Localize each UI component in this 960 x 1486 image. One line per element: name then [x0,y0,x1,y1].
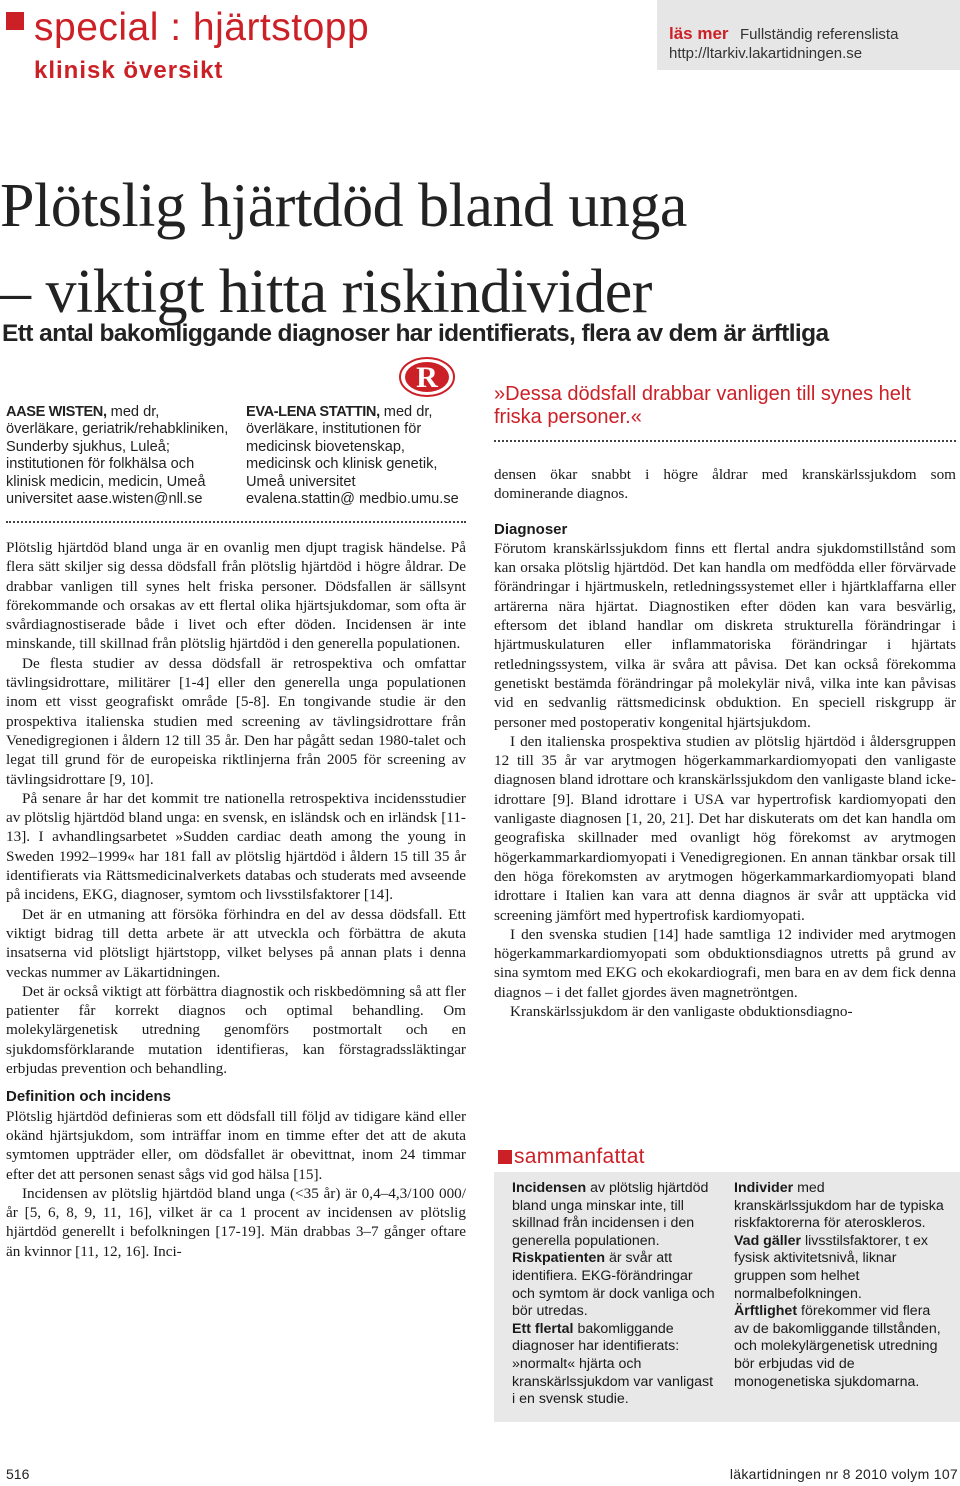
summary-item-text: är svår att identifiera. EKG-förändringar och symtom är dock vanliga och bör utredas. [512,1250,715,1320]
paragraph: Det är en utmaning att försöka förhindra en del av dessa dödsfall. Ett viktigt bidrag till detta arbete är att utveckla och förbättra de akuta insatserna vid plötsligt hjärtstopp, vilket belyses på annan plats i denna veckas nummer av Läkartidningen. [6,905,466,981]
summary-column-right [734,1180,944,1391]
body-column-2 [494,465,956,1021]
summary-column-left [512,1180,718,1409]
journal-footer: läkartidningen nr 8 2010 volym 107 [729,1466,958,1482]
paragraph: I den svenska studien [14] hade samtliga 12 individer med arytmogen högerkammarkardiomyopati som obduktionsdiagnos utretts på grund av sina symtom med EKG och ekokardiografi, men bara en av dem fick denna diagnos – i det fallet gjordes även magnetröntgen. [494,925,956,1001]
summary-marker-square [498,1150,512,1164]
read-more-link[interactable]: http://ltarkiv.lakartidningen.se [669,45,863,62]
summary-item-lead: Incidensen [512,1180,587,1196]
paragraph: Incidensen av plötslig hjärtdöd bland unga (<35 år) är 0,4–4,3/100 000/år [5, 6, 8, 9, 11, 16], vilket är ca 1 procent av incidensen av plötslig hjärtdöd generellt i befolkningen [17-19]. Män drabbas 3–7 gånger oftare än kvinnor [11, 12, 16]. Inci- [6,1184,466,1260]
author-details: med dr, överläkare, institutionen för medicinsk biovetenskap, medicinsk och klinisk genetik, Umeå universitet evalena.stattin@ medbio.umu.se [246,404,459,508]
summary-item-text: bakomliggande diagnoser har identifierats: »normalt« hjärta och kranskärlssjukdom var vanligast i en svensk studie. [512,1320,714,1408]
section-label: klinisk översikt [34,57,224,84]
review-badge-icon [398,356,456,398]
author-name: EVA-LENA STATTIN, [246,404,380,420]
author-name: AASE WISTEN, [6,404,107,420]
paragraph: Kranskärlssjukdom är den vanligaste obduktionsdiagno- [510,1003,853,1021]
page-number: 516 [6,1466,30,1482]
read-more-label: läs mer [669,24,729,43]
summary-item-lead: Riskpatienten [512,1250,606,1267]
summary-item [512,1180,718,1250]
summary-item-text: av plötslig hjärtdöd bland unga minskar inte, till skillnad från incidensen i den generella populationen. [512,1180,709,1249]
paragraph: densen ökar snabbt i högre åldrar med kranskärlssjukdom som dominerande diagnos. [494,466,956,503]
pull-quote-divider [494,440,956,442]
section-heading: Diagnoser [494,520,568,538]
paragraph: Det är också viktigt att förbättra diagnostik och riskbedömning så att fler patienter får korrekt diagnos och optimal behandling. Om molekylärgenetisk utredning genomförs postmortalt och en sjukdomsförklarande mutation identifieras, kan förstagradssläktingar erbjudas prevention och behandling. [6,982,466,1078]
paragraph: Förutom kranskärlssjukdom finns ett flertal andra sjukdomstillstånd som kan orsaka plötslig hjärtdöd. Det kan handla om medfödda eller förvärvade förändringar i hjärtmuskeln, retledningssystemet eller i hjärtklaffarna eller artärerna nära hjärtat. Diagnostiken efter döden kan vara besvärlig, eftersom det ibland handlar om diskreta strukturella förändringar i hjärtmuskulaturen eller inflammatoriska förändringar i hjärtats retledningssystem, vilka är svåra att påvisa. Det kan också förekomma genetiskt bestämda förändringar på molekylär nivå, vilka inte kan påvisas vid en sedvanlig rättsmedicinsk obduktion. En speciell riskgrupp är personer med postoperativ kongenital hjärtsjukdom. [494,539,956,731]
author-block-1 [6,404,231,508]
body-column-1 [6,538,466,1261]
badge-letter: R [416,361,438,394]
summary-item [512,1321,718,1409]
summary-item-text: förekommer vid flera av de bakomliggande tillstånden, och molekylärgenetisk utredning bör erbjudas vid de monogenetiska sjukdomarna. [734,1303,941,1390]
article-title [0,163,960,335]
summary-item [734,1303,944,1391]
summary-item [734,1180,944,1233]
author-block-2 [246,404,466,508]
read-more-box [657,0,960,70]
paragraph: De flesta studier av dessa dödsfall är retrospektiva och omfattar tävlingsidrottare, militärer [1-4] eller den generella unga populationen inom ett visst geografiskt område [5-8]. En tongivande studie är den prospektiva italienska studien med screening av tävlingsidrottare från Venedigregionen i åldern 12 till 35 år. Den har pågått sedan 1980-talet och legat till grund för de europeiska riktlinjerna från 2005 för screening av tävlingsidrottare [9, 10]. [6,654,466,788]
summary-item [512,1250,718,1320]
summary-item-lead: Ett flertal [512,1320,574,1337]
pull-quote: »Dessa dödsfall drabbar vanligen till synes helt friska personer.« [494,383,911,428]
paragraph: På senare år har det kommit tre nationella retrospektiva incidensstudier av plötslig hjärtdöd bland unga: en svensk, en isländsk och en irländsk [11-13]. I avhandlingsarbetet »Sudden cardiac death among the young in Sweden 1992–1999« har 181 fall av plötslig hjärtdöd i åldern 15 till 35 år identifierats via Rättsmedicinalverkets databas och studerats med avseende på incidens, EKG, diagnoser, symtom och livsstilsfaktorer [14]. [6,789,466,904]
summary-item-lead: Vad gäller [734,1232,802,1249]
special-heading: special : hjärtstopp [34,6,370,49]
paragraph: I den italienska prospektiva studien av plötslig hjärtdöd i åldersgruppen 12 till 35 år var arytmogen högerkammarkardiomyopati den vanligaste diagnosen bland idrottare och kranskärlssjukdom den vanligaste bland icke-idrottare [9]. Bland idrottare i USA var hypertrofisk kardiomyopati den vanligaste diagnosen [1, 20, 21]. Det har diskuterats om det kan handla om geografiska skillnader med ovanligt hög förekomst av arytmogen högerkammarkardiomyopati i Venedigregionen. En annan tänkbar orsak till den höga förekomsten av arytmogen högerkammarkardiomyopati bland idrottare i Italien kan vara att denna diagnos är svår att upptäcka vid screening jämfört med hypertrofisk kardiomyopati. [494,732,956,924]
summary-item-text: livsstilsfaktorer, t ex fysisk aktivitetsnivå, liknar gruppen som helhet normalbefolkningen. [734,1232,928,1302]
summary-item [734,1233,944,1303]
summary-title: sammanfattat [514,1145,645,1168]
article-subtitle: Ett antal bakomliggande diagnoser har identifierats, flera av dem är ärftliga [2,320,829,347]
intro-paragraph: Plötslig hjärtdöd bland unga är en ovanlig men djupt tragisk händelse. På flera sätt skiljer sig dessa dödsfall från plötslig hjärtdöd i högre åldrar. De drabbar vanligen till synes helt friska personer. Dödsfallen är sällsynt förekommande och orsakas av ett flertal olika hjärtsjukdomar, som ofta är svårdiagnostiserade både i livet och efter döden. Incidensen är inte minskande, till skillnad från plötslig hjärtdöd i den generella populationen. [6,539,466,653]
author-details: med dr, överläkare, geriatrik/rehabkliniken, Sunderby sjukhus, Luleå; institutionen för folkhälsa och klinisk medicin, medicin, Umeå universitet aase.wisten@nll.se [6,404,229,508]
read-more-text: Fullständig referenslista [740,26,899,43]
summary-item-lead: Individer [734,1180,794,1196]
title-line-2: – viktigt hitta riskindivider [0,258,652,326]
summary-item-text: med kranskärlssjukdom har de typiska riskfaktorerna för ateroskleros. [734,1180,944,1232]
summary-item-lead: Ärftlighet [734,1303,798,1320]
paragraph: Plötslig hjärtdöd definieras som ett dödsfall till följd av tidigare känd eller okänd hjärtsjukdom, som inträffar inom en timme efter det att de akuta symtomen uppträder eller, om dödsfallet är obevittnat, inom 24 timmar efter det att personen senast sågs vid god hälsa [15]. [6,1107,466,1183]
section-heading: Definition och incidens [6,1088,172,1106]
author-divider [6,521,466,523]
title-line-1: Plötslig hjärtdöd bland unga [0,172,687,240]
section-marker-square [6,12,24,30]
